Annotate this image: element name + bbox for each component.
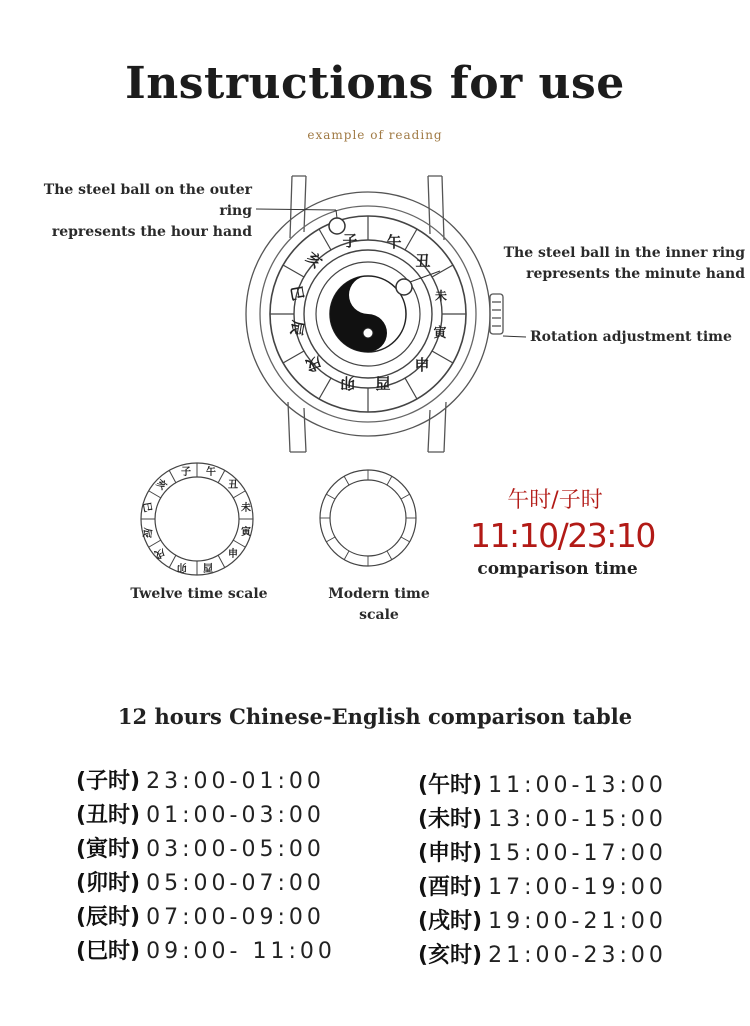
outer-ring-label bbox=[10, 180, 252, 243]
hour-range: 07:00-09:00 bbox=[146, 905, 325, 930]
table-row bbox=[76, 798, 325, 829]
modern-time-scale-caption: Modern time scale bbox=[328, 586, 430, 623]
outer-ring-label-line2: represents the hour hand bbox=[51, 224, 252, 240]
table-row bbox=[76, 934, 336, 965]
hour-name: (子时) bbox=[76, 769, 141, 794]
table-row bbox=[418, 802, 667, 833]
yin-yang-icon bbox=[330, 276, 406, 352]
reading-caption: comparison time bbox=[477, 559, 638, 579]
dial-char-chou: 丑 bbox=[415, 252, 431, 270]
page-title: Instructions for use bbox=[125, 58, 625, 109]
table-row bbox=[76, 832, 325, 863]
hour-range: 03:00-05:00 bbox=[146, 837, 325, 862]
hour-range: 19:00-21:00 bbox=[488, 909, 667, 934]
dial-char-yin: 寅 bbox=[433, 326, 447, 341]
twelve-time-scale-caption: Twelve time scale bbox=[130, 586, 268, 602]
table-row bbox=[418, 836, 667, 867]
minute-steel-ball bbox=[396, 279, 412, 295]
svg-text:午: 午 bbox=[206, 467, 216, 478]
hour-name: (寅时) bbox=[76, 837, 141, 862]
top-left-lug bbox=[290, 176, 306, 238]
svg-text:酉: 酉 bbox=[203, 561, 213, 572]
table-title: 12 hours Chinese-English comparison table bbox=[117, 704, 633, 729]
hour-range: 05:00-07:00 bbox=[146, 871, 325, 896]
inner-ring-label-line1: The steel ball in the inner ring bbox=[503, 245, 745, 261]
hour-range: 21:00-23:00 bbox=[488, 943, 667, 968]
rotation-adjustment-label: Rotation adjustment time bbox=[530, 329, 732, 345]
dial-char-zi: 子 bbox=[342, 232, 358, 250]
outer-ring-label-line1: The steel ball on the outer ring bbox=[43, 182, 252, 219]
crown bbox=[490, 294, 503, 334]
reading-chinese-hours: 午时/子时 bbox=[507, 488, 603, 513]
svg-text:子: 子 bbox=[181, 467, 191, 478]
table-row bbox=[418, 768, 667, 799]
svg-text:卯: 卯 bbox=[177, 561, 187, 572]
modern-time-scale bbox=[320, 470, 416, 566]
dial-char-chen: 辰 bbox=[286, 319, 308, 337]
hour-name: (辰时) bbox=[76, 905, 141, 930]
inner-ring-label-line2: represents the minute hand bbox=[526, 266, 745, 282]
dial-char-si: 巳 bbox=[286, 284, 308, 302]
hour-name: (午时) bbox=[418, 773, 483, 798]
hour-range: 17:00-19:00 bbox=[488, 875, 667, 900]
reading-time: 11:10/23:10 bbox=[470, 516, 655, 555]
hour-steel-ball bbox=[329, 218, 345, 234]
table-row bbox=[76, 866, 325, 897]
svg-text:亥: 亥 bbox=[153, 477, 169, 493]
inner-ring-label bbox=[500, 243, 745, 285]
svg-text:戌: 戌 bbox=[152, 546, 167, 560]
svg-text:辰: 辰 bbox=[140, 526, 153, 539]
table-row bbox=[418, 938, 667, 969]
hour-name: (卯时) bbox=[76, 871, 141, 896]
hour-range: 23:00-01:00 bbox=[146, 769, 325, 794]
hour-name: (酉时) bbox=[418, 875, 483, 900]
table-row bbox=[76, 764, 325, 795]
dial-char-shen: 申 bbox=[414, 356, 430, 374]
bottom-left-lug bbox=[288, 402, 306, 452]
hour-name: (未时) bbox=[418, 807, 483, 832]
svg-text:巳: 巳 bbox=[140, 501, 153, 514]
dial-char-you: 酉 bbox=[375, 374, 391, 392]
dial-char-mao: 卯 bbox=[340, 374, 356, 392]
twelve-time-scale bbox=[140, 463, 253, 575]
dial-char-wu: 午 bbox=[386, 233, 402, 251]
hour-range: 09:00- 11:00 bbox=[146, 939, 336, 964]
hour-name: (亥时) bbox=[418, 943, 483, 968]
hour-name: (巳时) bbox=[76, 939, 141, 964]
svg-text:未: 未 bbox=[241, 503, 251, 514]
svg-text:寅: 寅 bbox=[241, 527, 251, 538]
table-row bbox=[418, 870, 667, 901]
table-row bbox=[418, 904, 667, 935]
hour-name: (丑时) bbox=[76, 803, 141, 828]
hour-name: (戌时) bbox=[418, 909, 483, 934]
dial-char-xu: 戌 bbox=[303, 352, 324, 375]
dial-char-wei: 未 bbox=[434, 289, 448, 303]
table-row bbox=[76, 900, 325, 931]
hour-range: 01:00-03:00 bbox=[146, 803, 325, 828]
page-subtitle: example of reading bbox=[307, 128, 443, 142]
hour-range: 15:00-17:00 bbox=[488, 841, 667, 866]
svg-text:申: 申 bbox=[228, 549, 238, 560]
hour-range: 13:00-15:00 bbox=[488, 807, 667, 832]
hour-range: 11:00-13:00 bbox=[488, 773, 667, 798]
dial-char-hai: 亥 bbox=[302, 248, 326, 272]
hour-name: (申时) bbox=[418, 841, 483, 866]
svg-text:丑: 丑 bbox=[228, 480, 238, 491]
